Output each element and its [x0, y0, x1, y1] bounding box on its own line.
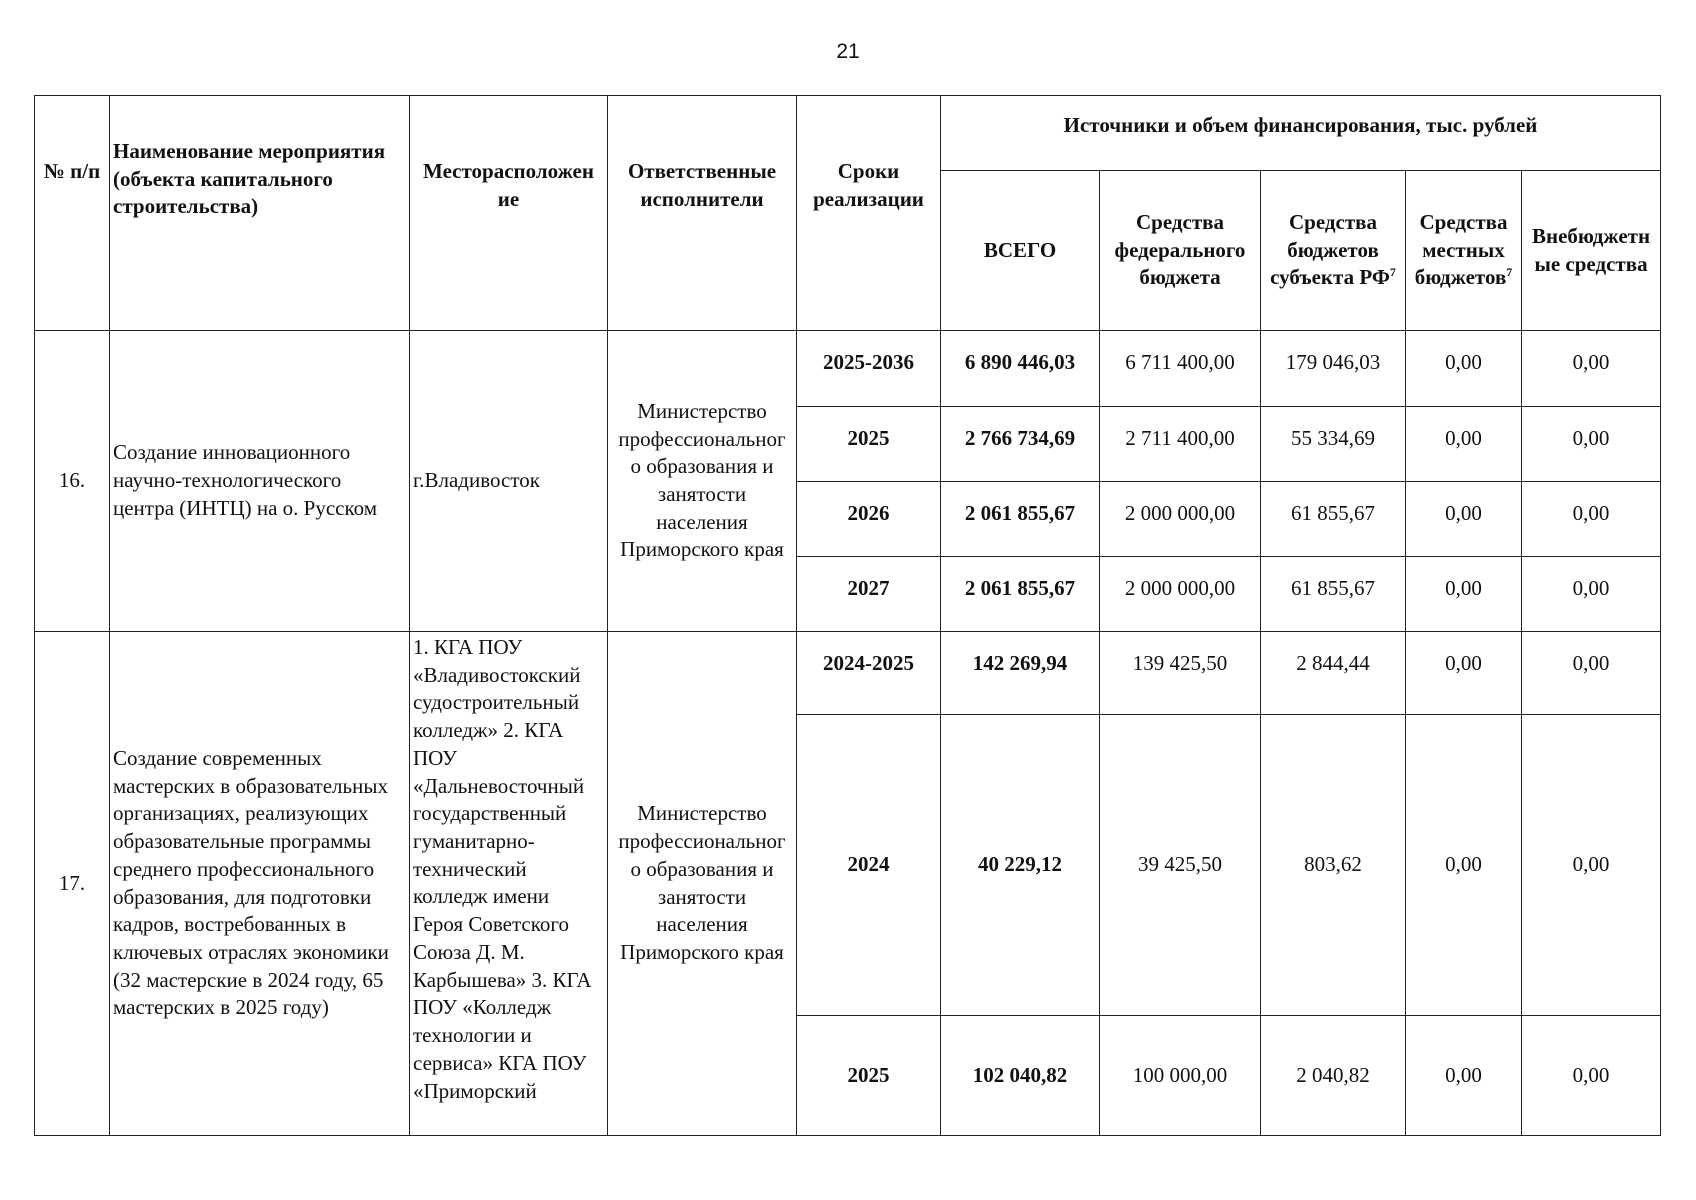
financing-table [34, 95, 1661, 1136]
regional-cell: 61 855,67 [1261, 557, 1406, 632]
extra-cell: 0,00 [1522, 557, 1661, 632]
extra-cell: 0,00 [1522, 331, 1661, 407]
footnote-mark: 7 [1389, 265, 1396, 280]
header-name: Наименование мероприятия (объекта капитального строительства) [110, 96, 410, 331]
extra-cell: 0,00 [1522, 715, 1661, 1016]
header-extra: Внебюджетн ые средства [1522, 171, 1661, 331]
total-cell: 6 890 446,03 [941, 331, 1100, 407]
row-number: 16. [35, 331, 110, 632]
federal-cell: 2 000 000,00 [1100, 557, 1261, 632]
header-total: ВСЕГО [941, 171, 1100, 331]
header-regional-label: Средства бюджетов субъекта РФ [1270, 209, 1390, 290]
extra-cell: 0,00 [1522, 632, 1661, 715]
table-row [35, 632, 1661, 715]
extra-cell: 0,00 [1522, 407, 1661, 482]
activity-name: Создание современных мастерских в образовательных организациях, реализующих образовательные программы среднего профессионального образования, для подготовки кадров, востребованных в ключевых отраслях экономики (32 мастерские в 2024 году, 65 мастерских в 2025 году) [110, 632, 410, 1136]
header-sources: Источники и объем финансирования, тыс. рублей [941, 96, 1661, 171]
federal-cell: 39 425,50 [1100, 715, 1261, 1016]
header-federal: Средства федерального бюджета [1100, 171, 1261, 331]
regional-cell: 179 046,03 [1261, 331, 1406, 407]
period-cell: 2027 [797, 557, 941, 632]
local-cell: 0,00 [1406, 1016, 1522, 1136]
local-cell: 0,00 [1406, 407, 1522, 482]
header-row [35, 96, 1661, 171]
total-cell: 40 229,12 [941, 715, 1100, 1016]
activity-name: Создание инновационного научно-технологического центра (ИНТЦ) на о. Русском [110, 331, 410, 632]
regional-cell: 61 855,67 [1261, 482, 1406, 557]
federal-cell: 6 711 400,00 [1100, 331, 1261, 407]
period-cell: 2024 [797, 715, 941, 1016]
regional-cell: 2 040,82 [1261, 1016, 1406, 1136]
period-cell: 2025 [797, 1016, 941, 1136]
period-cell: 2024-2025 [797, 632, 941, 715]
responsible-cell: Министерство профессиональног о образования и занятости населения Приморского края [608, 331, 797, 632]
regional-cell: 2 844,44 [1261, 632, 1406, 715]
total-cell: 2 061 855,67 [941, 482, 1100, 557]
header-period: Сроки реализации [797, 96, 941, 331]
local-cell: 0,00 [1406, 482, 1522, 557]
page-number: 21 [836, 40, 860, 63]
header-num: № п/п [35, 96, 110, 331]
regional-cell: 803,62 [1261, 715, 1406, 1016]
total-cell: 142 269,94 [941, 632, 1100, 715]
federal-cell: 100 000,00 [1100, 1016, 1261, 1136]
local-cell: 0,00 [1406, 632, 1522, 715]
local-cell: 0,00 [1406, 715, 1522, 1016]
federal-cell: 139 425,50 [1100, 632, 1261, 715]
header-local [1406, 171, 1522, 331]
row-number: 17. [35, 632, 110, 1136]
responsible-cell: Министерство профессиональног о образования и занятости населения Приморского края [608, 632, 797, 1136]
location-cell: г.Владивосток [410, 331, 608, 632]
period-cell: 2025 [797, 407, 941, 482]
header-regional [1261, 171, 1406, 331]
federal-cell: 2 000 000,00 [1100, 482, 1261, 557]
header-location: Месторасположен ие [410, 96, 608, 331]
location-list: 1. КГА ПОУ «Владивостокский судостроительный колледж» 2. КГА ПОУ «Дальневосточный государственный гуманитарно-технический колледж имени Героя Советского Союза Д. М. Карбышева» 3. КГА ПОУ «Колледж технологии и сервиса» КГА ПОУ «Приморский [413, 635, 592, 1103]
period-cell: 2025-2036 [797, 331, 941, 407]
table-row [35, 331, 1661, 407]
federal-cell: 2 711 400,00 [1100, 407, 1261, 482]
location-cell [410, 632, 608, 1136]
total-cell: 2 061 855,67 [941, 557, 1100, 632]
extra-cell: 0,00 [1522, 482, 1661, 557]
extra-cell: 0,00 [1522, 1016, 1661, 1136]
regional-cell: 55 334,69 [1261, 407, 1406, 482]
total-cell: 2 766 734,69 [941, 407, 1100, 482]
header-local-label: Средства местных бюджетов [1414, 209, 1508, 290]
period-cell: 2026 [797, 482, 941, 557]
local-cell: 0,00 [1406, 331, 1522, 407]
footnote-mark: 7 [1506, 265, 1513, 280]
local-cell: 0,00 [1406, 557, 1522, 632]
header-responsible: Ответственные исполнители [608, 96, 797, 331]
total-cell: 102 040,82 [941, 1016, 1100, 1136]
